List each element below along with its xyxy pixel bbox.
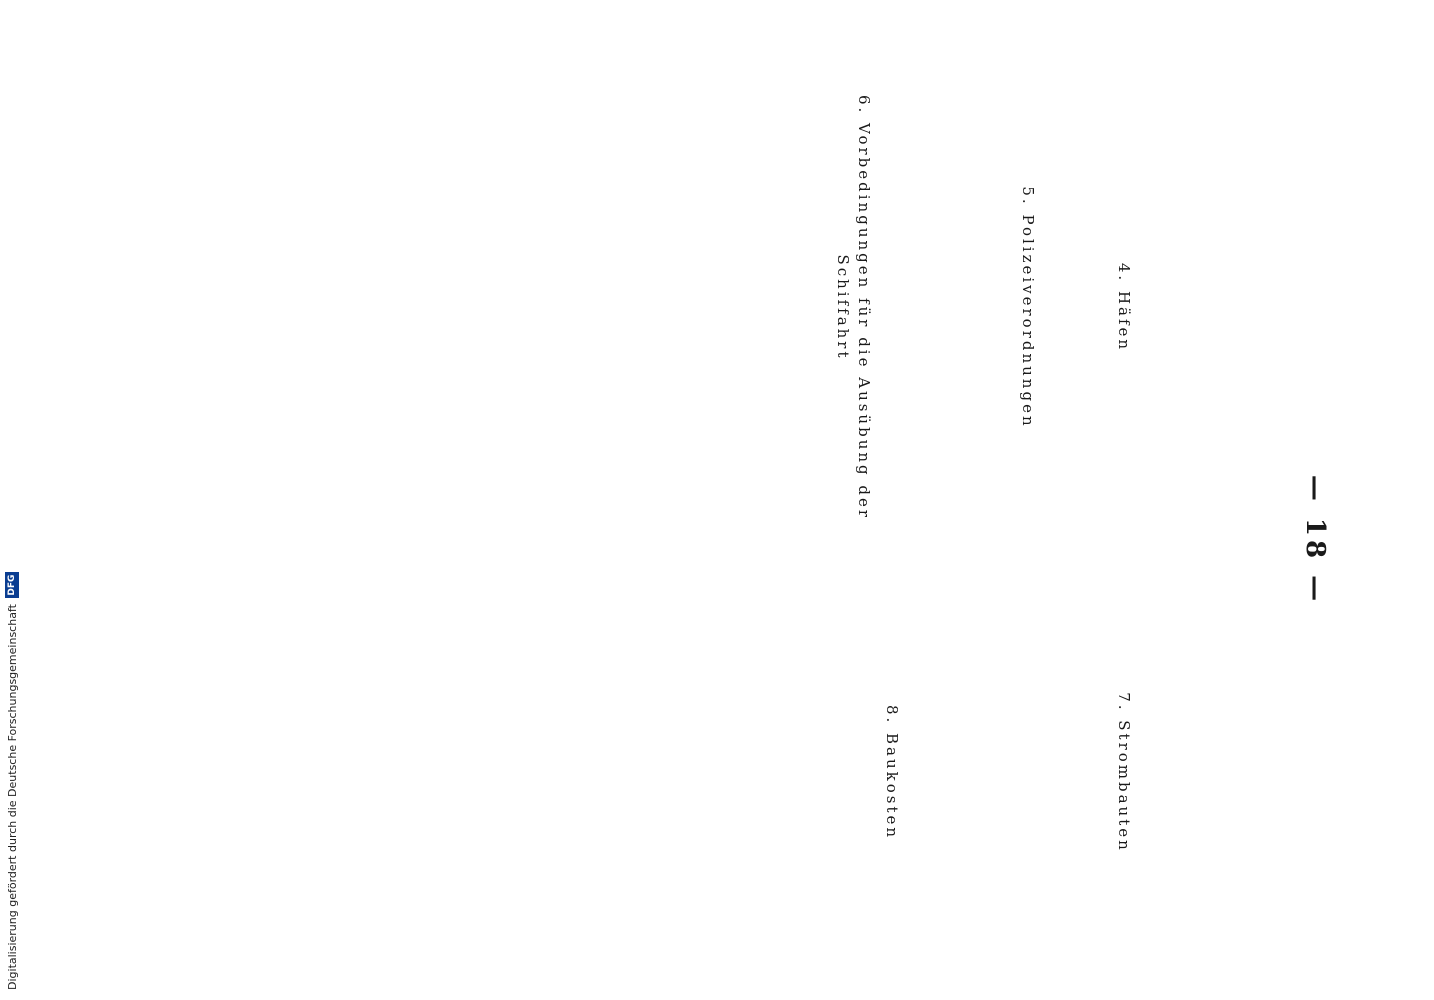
- paragraph: [1210, 555, 1270, 990]
- paragraph: [1046, 90, 1106, 525]
- paragraph: [765, 90, 825, 525]
- paragraph: [815, 555, 875, 990]
- paragraph: [978, 555, 1038, 990]
- paragraph: [883, 90, 943, 525]
- section-heading-strombauten: 7. Strombauten: [1115, 692, 1133, 853]
- text-columns: [100, 90, 1270, 990]
- dfg-logo-icon: DFG: [5, 572, 19, 598]
- section-heading-baukosten: 8. Baukosten: [883, 704, 902, 841]
- left-column: [100, 90, 1270, 525]
- page-number: — 18 —: [1300, 474, 1330, 606]
- paragraph: [1142, 555, 1202, 990]
- paragraph: [910, 555, 970, 990]
- rotated-page: [90, 90, 1340, 990]
- paragraph: [1142, 90, 1202, 525]
- section-heading-vorbedingungen: 6. Vorbedingungen für die Ausübung der Schiffahrt: [833, 94, 874, 521]
- paragraph: [747, 555, 807, 990]
- funding-text: Digitalisierung gefördert durch die Deutsche Forschungsgemeinschaft: [5, 604, 19, 990]
- section-heading-polizeiverordnungen: 5. Polizeiverordnungen: [1019, 186, 1038, 429]
- paragraph: [1210, 90, 1270, 525]
- paragraph: [629, 90, 689, 525]
- paragraph: [1046, 555, 1106, 990]
- paragraph: [697, 90, 757, 525]
- funding-note: [2, 430, 22, 990]
- paragraph: [951, 90, 1011, 525]
- funding-note-inner: [2, 430, 22, 990]
- section-heading-haefen: 4. Häfen: [1115, 262, 1133, 353]
- right-column: [100, 555, 1270, 990]
